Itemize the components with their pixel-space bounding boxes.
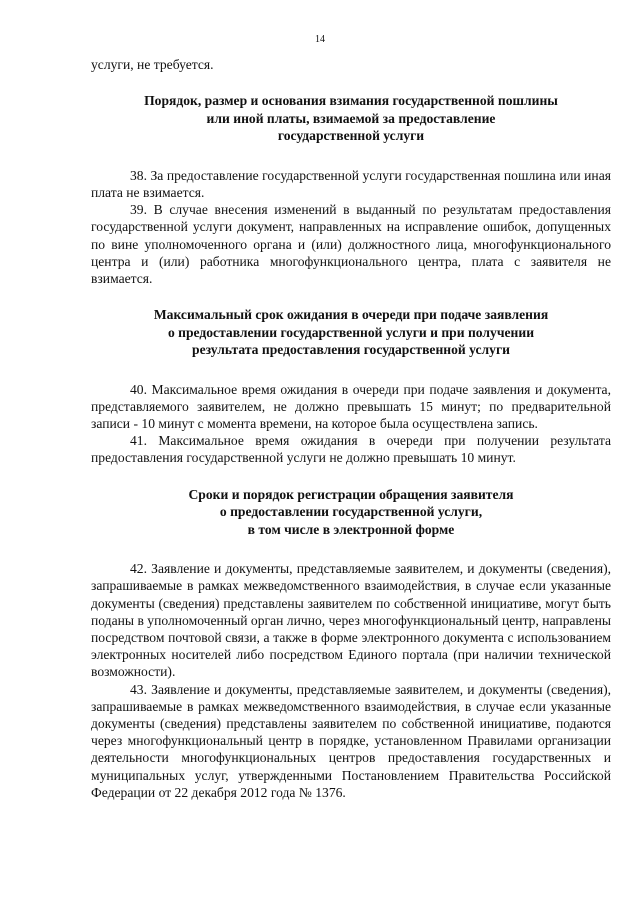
section-heading-fees xyxy=(91,92,611,145)
section-heading-queue-time xyxy=(91,306,611,359)
heading-line: в том числе в электронной форме xyxy=(247,521,455,537)
paragraph-42: 42. Заявление и документы, представляемые заявителем, и документы (сведения), запрашиваемые в рамках межведомственного взаимодействия, в случае если указанные документы (сведения) представлены заявителем по собственной инициативе, могут быть поданы в уполномоченный орган лично, через многофункциональный центр, направлены посредством почтовой связи, а также в форме электронного документа с использованием электронных носителей либо посредством Единого портала (при наличии технической возможности). xyxy=(91,561,611,680)
section-heading-registration xyxy=(91,486,611,539)
heading-line: государственной услуги xyxy=(277,128,425,144)
paragraph-39: 39. В случае внесения изменений в выданный по результатам предоставления государственной услуги документ, направленных на исправление ошибок, допущенных по вине уполномоченного органа и (или) должностного лица, многофункционального центра и (или) работника многофункционального центра, плата с заявителя не взимается. xyxy=(91,202,611,286)
heading-line: о предоставлении государственной услуги, xyxy=(219,504,483,520)
paragraph-41: 41. Максимальное время ожидания в очереди при получении результата предоставления государственной услуги не должно превышать 10 минут. xyxy=(91,433,611,466)
paragraph-43: 43. Заявление и документы, представляемые заявителем, и документы (сведения), запрашиваемые в рамках межведомственного взаимодействия, в случае если указанные документы (сведения) представлены заявителем по собственной инициативе, подаются через многофункциональный центр в порядке, установленном Правилами организации деятельности многофункциональных центров предоставления государственных и муниципальных услуг, утвержденными Постановлением Правительства Российской Федерации от 22 декабря 2012 года № 1376. xyxy=(91,681,611,800)
lead-text: услуги, не требуется. xyxy=(91,57,214,72)
paragraph-40: 40. Максимальное время ожидания в очереди при подаче заявления и документа, представляемого заявителем, не должно превышать 15 минут; по предварительной записи - 10 минут с момента времени, на которое была осуществлена запись. xyxy=(91,381,611,432)
heading-line: Максимальный срок ожидания в очереди при подаче заявления xyxy=(153,307,549,323)
heading-line: Сроки и порядок регистрации обращения заявителя xyxy=(188,486,514,502)
paragraph-38: 38. За предоставление государственной услуги государственная пошлина или иная плата не взимается. xyxy=(91,167,611,200)
document-body xyxy=(91,56,611,801)
page-number: 14 xyxy=(315,34,325,45)
heading-line: о предоставлении государственной услуги и при получении xyxy=(167,324,535,340)
heading-line: или иной платы, взимаемой за предоставление xyxy=(206,110,496,126)
heading-line: результата предоставления государственной услуги xyxy=(192,342,510,358)
heading-line: Порядок, размер и основания взимания государственной пошлины xyxy=(144,93,558,109)
